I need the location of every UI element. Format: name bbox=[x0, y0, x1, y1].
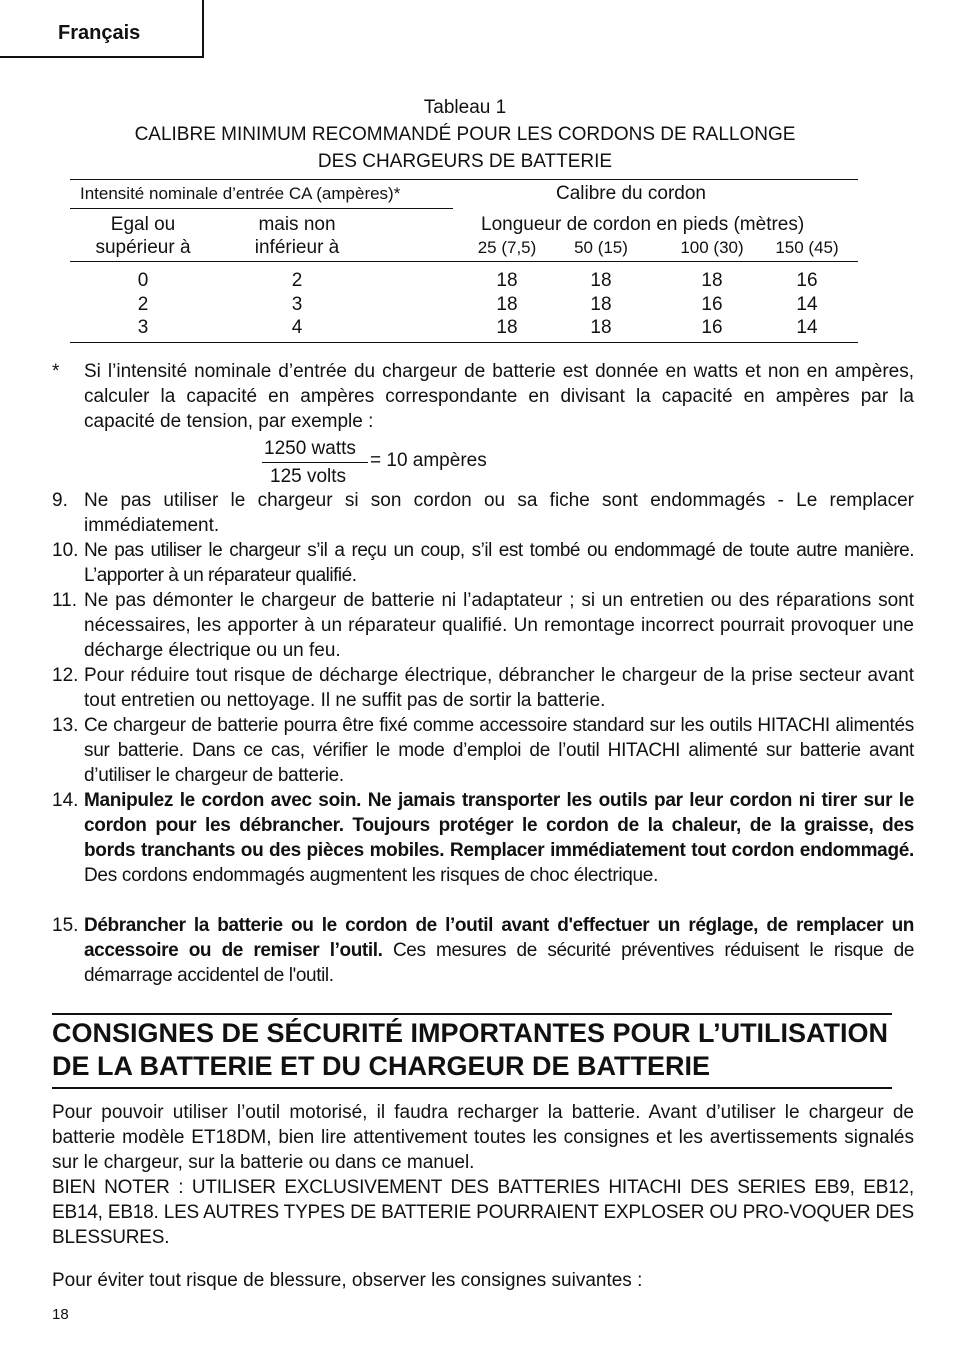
cell: 18 bbox=[496, 294, 518, 315]
col-group-gauge: Calibre du cordon bbox=[556, 183, 706, 204]
item-text bbox=[84, 788, 914, 888]
cell: 3 bbox=[137, 317, 149, 338]
section-top-rule bbox=[52, 1013, 892, 1015]
cell: 18 bbox=[590, 294, 612, 315]
list-item bbox=[52, 913, 914, 988]
language-label: Français bbox=[58, 22, 141, 44]
language-tab bbox=[0, 0, 204, 58]
item-number: 10. bbox=[52, 540, 79, 561]
cell: 16 bbox=[796, 270, 818, 291]
cell: 14 bbox=[796, 294, 818, 315]
note-paragraph: BIEN NOTER : UTILISER EXCLUSIVEMENT DES BATTERIES HITACHI DES SERIES EB9, EB12, EB14, EB18. LES AUTRES TYPES DE BATTERIE POURRAIENT EXPLOSER OU PRO-VOQUER DES BLESSURES. bbox=[52, 1177, 914, 1248]
item-number: 12. bbox=[52, 665, 79, 686]
list-item bbox=[52, 538, 914, 588]
list-item bbox=[52, 663, 914, 713]
item-number: 13. bbox=[52, 715, 79, 736]
item-text: Ne pas utiliser le chargeur s’il a reçu un coup, s’il est tombé ou endommagé de toute autre manière. L’apporter à un réparateur qualifié. bbox=[84, 540, 914, 586]
cell: 3 bbox=[291, 294, 303, 315]
table-top-rule bbox=[70, 179, 858, 180]
list-item bbox=[52, 588, 914, 663]
length-100: 100 (30) bbox=[680, 238, 744, 257]
length-150: 150 (45) bbox=[775, 238, 839, 257]
item-plain-text: Des cordons endommagés augmentent les risques de choc électrique. bbox=[84, 865, 659, 886]
item-bold-text: Manipulez le cordon avec soin. Ne jamais transporter les outils par leur cordon ni tirer sur le cordon pour les débrancher. Toujours protéger le cordon de la chaleur, de la graisse, des bords tranchants ou des pièces mobiles. Remplacer immédiatement tout cordon endommagé. bbox=[84, 790, 914, 861]
formula-result: = 10 ampères bbox=[370, 450, 487, 471]
closing-paragraph: Pour éviter tout risque de blessure, observer les consignes suivantes : bbox=[52, 1270, 643, 1291]
item-text: Ne pas démonter le chargeur de batterie ni l’adaptateur ; si un entretien ou des réparations sont nécessaires, les apporter à un réparateur qualifié. Un remontage incorrect pourrait provoquer une décharge électrique ou un feu. bbox=[84, 590, 914, 661]
cell: 18 bbox=[590, 317, 612, 338]
table-bottom-rule bbox=[70, 342, 858, 343]
table-label: Tableau 1 bbox=[423, 97, 507, 118]
list-item bbox=[52, 488, 914, 538]
section-title bbox=[52, 1017, 912, 1083]
sub-header-max: mais non bbox=[258, 214, 336, 235]
cell: 18 bbox=[496, 317, 518, 338]
cell: 18 bbox=[590, 270, 612, 291]
footnote-marker: * bbox=[52, 361, 60, 382]
item-number: 15. bbox=[52, 915, 79, 936]
item-number: 14. bbox=[52, 790, 79, 811]
sub-header-length: Longueur de cordon en pieds (mètres) bbox=[481, 214, 805, 235]
cell: 14 bbox=[796, 317, 818, 338]
cell: 18 bbox=[496, 270, 518, 291]
item-text: Pour réduire tout risque de décharge électrique, débrancher le chargeur de la prise secteur avant tout entretien ou nettoyage. Il ne suffit pas de sortir la batterie. bbox=[84, 665, 914, 711]
col-group-intensity: Intensité nominale d’entrée CA (ampères)* bbox=[80, 184, 401, 203]
item-bold-text: Débrancher la batterie ou le cordon de l’outil avant d'effectuer un réglage, de remplacer un accessoire ou de remiser l’outil. bbox=[84, 915, 914, 961]
cell: 2 bbox=[291, 270, 303, 291]
intro-paragraph: Pour pouvoir utiliser l’outil motorisé, il faudra recharger la batterie. Avant d’utiliser le chargeur de batterie modèle ET18DM, bien lire attentivement toutes les consignes et les avertissements signalés sur le chargeur, sur la batterie ou dans ce manuel. bbox=[52, 1102, 914, 1173]
cell: 0 bbox=[137, 270, 149, 291]
item-number: 9. bbox=[52, 490, 68, 511]
list-item bbox=[52, 713, 914, 788]
formula-denominator: 125 volts bbox=[270, 466, 347, 487]
item-plain-text: Ces mesures de sécurité préventives réduisent le risque de démarrage accidentel de l'outil. bbox=[84, 940, 914, 986]
table-title-line1: CALIBRE MINIMUM RECOMMANDÉ POUR LES CORDONS DE RALLONGE bbox=[134, 124, 796, 145]
list-item bbox=[52, 788, 914, 888]
table-header-rule bbox=[70, 261, 858, 262]
cell: 16 bbox=[701, 317, 723, 338]
table-left-group-rule bbox=[70, 208, 453, 209]
sub-header-min-2: supérieur à bbox=[95, 237, 191, 258]
fraction-bar bbox=[262, 462, 368, 463]
item-text: Ce chargeur de batterie pourra être fixé comme accessoire standard sur les outils HITACHI alimentés sur batterie. Dans ce cas, vérifier le mode d’emploi de l’outil HITACHI alimenté sur batterie avant d’utiliser le chargeur de batterie. bbox=[84, 715, 914, 786]
section-title-line1: CONSIGNES DE SÉCURITÉ IMPORTANTES POUR L’UTILISATION bbox=[52, 1018, 889, 1048]
footnote-text: Si l’intensité nominale d’entrée du chargeur de batterie est donnée en watts et non en ampères, calculer la capacité en ampères correspondante en divisant la capacité en ampères par la capacité de tension, par exemple : bbox=[84, 361, 914, 432]
length-25: 25 (7,5) bbox=[477, 238, 537, 257]
table-title-line2: DES CHARGEURS DE BATTERIE bbox=[317, 151, 613, 172]
footnote bbox=[52, 359, 914, 434]
sub-header-min: Egal ou bbox=[110, 214, 176, 235]
cell: 18 bbox=[701, 270, 723, 291]
section-title-line2: DE LA BATTERIE ET DU CHARGEUR DE BATTERIE bbox=[52, 1051, 711, 1081]
item-text: Ne pas utiliser le chargeur si son cordon ou sa fiche sont endommagés - Le remplacer immédiatement. bbox=[84, 490, 914, 536]
section-bottom-rule bbox=[52, 1087, 892, 1089]
formula-numerator: 1250 watts bbox=[264, 438, 356, 459]
cell: 16 bbox=[701, 294, 723, 315]
length-50: 50 (15) bbox=[574, 238, 628, 257]
cell: 4 bbox=[291, 317, 303, 338]
item-text bbox=[84, 913, 914, 988]
page-number: 18 bbox=[52, 1306, 69, 1323]
item-number: 11. bbox=[52, 590, 78, 611]
sub-header-max-2: inférieur à bbox=[254, 237, 340, 258]
cell: 2 bbox=[137, 294, 149, 315]
